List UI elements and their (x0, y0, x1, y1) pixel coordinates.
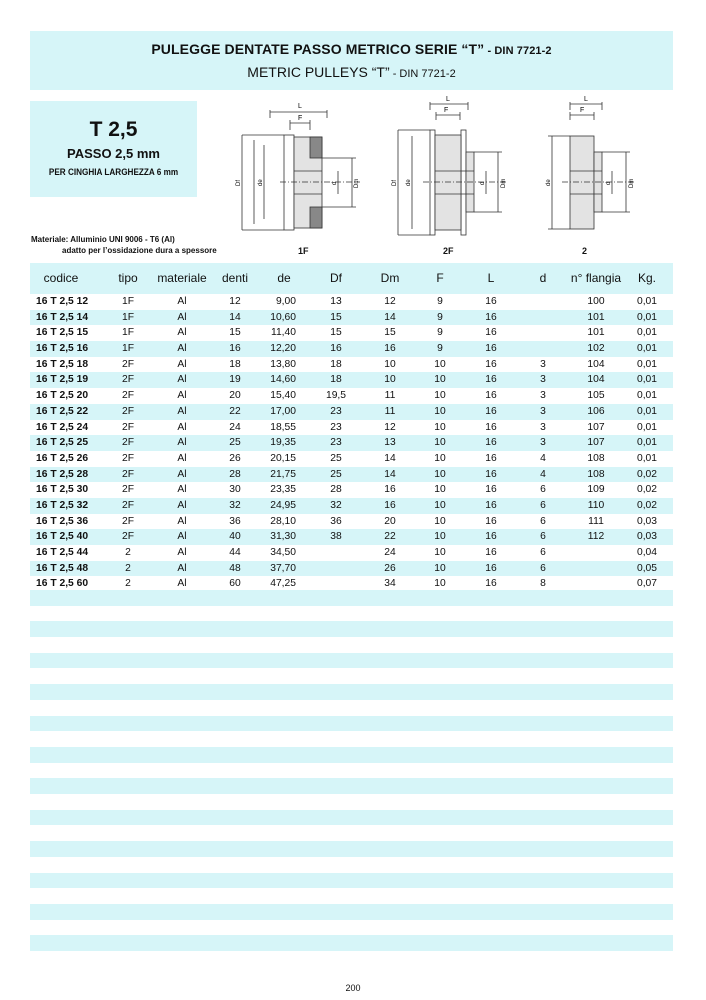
table-header-row (30, 263, 673, 294)
cell-flangia: 109 (587, 484, 605, 496)
dim-l-label: L (298, 103, 302, 110)
cell-materiale: Al (177, 452, 187, 464)
cell-l: 16 (485, 484, 497, 496)
cell-tipo: 2F (121, 390, 135, 402)
cell-tipo: 2F (121, 452, 135, 464)
cell-materiale: Al (177, 374, 187, 386)
cell-denti: 16 (229, 343, 241, 355)
cell-materiale: Al (177, 343, 187, 355)
table-row (30, 467, 673, 483)
cell-l: 16 (485, 452, 497, 464)
cell-dm: 14 (384, 311, 396, 323)
empty-row-band (30, 684, 673, 700)
cell-de: 47,25 (270, 578, 296, 590)
empty-row-band (30, 935, 673, 951)
cell-l: 16 (485, 562, 497, 574)
pulley-2-diagram (530, 90, 640, 245)
cell-denti: 36 (229, 515, 241, 527)
cell-de: 20,15 (270, 452, 296, 464)
cell-codice: 16 T 2,5 18 (36, 358, 89, 370)
cell-l: 16 (485, 374, 497, 386)
pulley-2f-diagram (388, 90, 513, 245)
cell-f: 10 (434, 358, 446, 370)
cell-d: 6 (540, 562, 546, 574)
cell-dm: 15 (384, 327, 396, 339)
dim-d-label: d (332, 181, 338, 185)
cell-f: 10 (434, 515, 446, 527)
material-line-1: Materiale: Alluminio UNI 9006 - T6 (Al) (31, 235, 175, 244)
cell-tipo: 2F (121, 374, 135, 386)
cell-tipo: 2F (121, 421, 135, 433)
cell-df: 15 (330, 311, 342, 323)
page-header (30, 31, 673, 90)
table-row (30, 545, 673, 561)
cell-materiale: Al (177, 437, 187, 449)
drawing-label-2: 2 (582, 246, 588, 256)
cell-l: 16 (485, 327, 497, 339)
cell-codice: 16 T 2,5 15 (36, 327, 89, 339)
cell-denti: 48 (229, 562, 241, 574)
dim-df-label: Df (392, 180, 398, 186)
cell-df: 16 (330, 343, 342, 355)
cell-materiale: Al (177, 390, 187, 402)
cell-f: 10 (434, 468, 446, 480)
cell-tipo: 1F (121, 311, 135, 323)
table-row (30, 435, 673, 451)
cell-denti: 28 (229, 468, 241, 480)
cell-codice: 16 T 2,5 20 (36, 390, 89, 402)
cell-denti: 40 (229, 531, 241, 543)
dim-de-label: de (406, 179, 412, 186)
cell-kg: 0,03 (636, 515, 658, 527)
cell-df: 25 (330, 452, 342, 464)
cell-d: 8 (540, 578, 546, 590)
cell-d: 3 (540, 374, 546, 386)
pulley-pitch: PASSO 2,5 mm (67, 146, 160, 161)
table-body (30, 294, 673, 592)
cell-flangia: 102 (587, 343, 605, 355)
cell-l: 16 (485, 390, 497, 402)
cell-df: 23 (330, 437, 342, 449)
cell-f: 10 (434, 437, 446, 449)
col-header-tipo: tipo (118, 271, 138, 285)
cell-dm: 12 (384, 296, 396, 307)
cell-df: 18 (330, 358, 342, 370)
col-header-kg: Kg. (637, 271, 656, 285)
cell-codice: 16 T 2,5 28 (36, 468, 89, 480)
cell-codice: 16 T 2,5 26 (36, 452, 89, 464)
dim-dm-label: Dm (354, 178, 360, 188)
cell-dm: 10 (384, 358, 396, 370)
cell-l: 16 (485, 311, 497, 323)
cell-l: 16 (485, 296, 497, 307)
cell-denti: 15 (229, 327, 241, 339)
cell-flangia: 111 (588, 515, 604, 527)
cell-codice: 16 T 2,5 32 (36, 499, 89, 511)
cell-f: 10 (434, 374, 446, 386)
cell-materiale: Al (177, 578, 187, 590)
cell-denti: 44 (229, 547, 241, 558)
cell-f: 10 (434, 452, 446, 464)
drawing-2f (388, 90, 513, 245)
col-header-codice: codice (43, 271, 79, 285)
cell-de: 12,20 (270, 343, 296, 355)
cell-d: 3 (540, 390, 546, 402)
cell-denti: 22 (229, 405, 241, 417)
dim-dm-label: Dm (501, 178, 507, 188)
cell-f: 10 (434, 421, 446, 433)
cell-l: 16 (485, 343, 497, 355)
cell-de: 37,70 (270, 562, 296, 574)
cell-df: 23 (330, 405, 342, 417)
cell-kg: 0,01 (636, 390, 658, 402)
cell-tipo: 2F (121, 437, 135, 449)
cell-kg: 0,01 (636, 358, 658, 370)
empty-row-band (30, 778, 673, 794)
cell-kg: 0,03 (636, 531, 658, 543)
empty-row-band (30, 841, 673, 857)
table-row (30, 372, 673, 388)
cell-f: 9 (437, 311, 443, 323)
table-row (30, 529, 673, 545)
table-row (30, 561, 673, 577)
cell-tipo: 1F (121, 327, 135, 339)
cell-tipo: 2 (125, 578, 131, 590)
cell-dm: 11 (384, 390, 396, 402)
cell-de: 24,95 (270, 499, 296, 511)
cell-denti: 24 (229, 421, 241, 433)
cell-f: 9 (437, 327, 443, 339)
empty-row-band (30, 747, 673, 763)
cell-codice: 16 T 2,5 36 (36, 515, 89, 527)
col-header-l: L (487, 271, 495, 285)
dim-l-label: L (584, 96, 588, 103)
page-number: 200 (345, 983, 361, 993)
cell-kg: 0,01 (636, 437, 658, 449)
cell-denti: 18 (229, 358, 241, 370)
cell-df: 15 (330, 327, 342, 339)
cell-de: 31,30 (270, 531, 296, 543)
empty-row-band (30, 653, 673, 669)
cell-d: 3 (540, 405, 546, 417)
cell-flangia: 104 (587, 358, 605, 370)
pulley-table (30, 263, 673, 592)
cell-flangia: 104 (587, 374, 605, 386)
cell-de: 21,75 (270, 468, 296, 480)
cell-de: 10,60 (270, 311, 296, 323)
dim-dm-label: Dm (629, 178, 635, 188)
cell-df: 13 (330, 296, 342, 307)
cell-flangia: 106 (587, 405, 605, 417)
col-header-denti: denti (221, 271, 249, 285)
cell-df: 19,5 (325, 390, 347, 402)
cell-d: 3 (540, 421, 546, 433)
cell-df: 18 (330, 374, 342, 386)
col-header-f: F (436, 271, 444, 285)
cell-flangia: 107 (587, 421, 605, 433)
cell-dm: 24 (384, 547, 396, 558)
dim-de-label: de (546, 179, 552, 186)
cell-d: 6 (540, 531, 546, 543)
cell-de: 13,80 (270, 358, 296, 370)
cell-materiale: Al (177, 358, 187, 370)
cell-kg: 0,01 (636, 405, 658, 417)
belt-width: PER CINGHIA LARGHEZZA 6 mm (48, 167, 179, 178)
pulley-1f-diagram (232, 90, 367, 245)
table-row (30, 482, 673, 498)
drawing-1f (232, 90, 367, 245)
cell-flangia: 101 (587, 311, 605, 323)
cell-denti: 20 (229, 390, 241, 402)
cell-l: 16 (485, 437, 497, 449)
cell-d: 3 (540, 437, 546, 449)
table-row (30, 498, 673, 514)
empty-row-band (30, 590, 673, 606)
cell-f: 10 (434, 390, 446, 402)
dim-f-label: F (580, 107, 585, 114)
cell-d: 6 (540, 547, 546, 558)
dim-l-label: L (446, 96, 450, 103)
dim-df-label: Df (236, 180, 242, 186)
cell-kg: 0,01 (636, 296, 658, 307)
cell-tipo: 2F (121, 468, 135, 480)
cell-denti: 30 (229, 484, 241, 496)
cell-de: 18,55 (270, 421, 296, 433)
cell-de: 28,10 (270, 515, 296, 527)
material-line-2: adatto per l’ossidazione dura a spessore (62, 246, 217, 255)
dim-de-label: de (258, 179, 264, 186)
cell-denti: 19 (229, 374, 241, 386)
cell-dm: 16 (384, 499, 396, 511)
cell-l: 16 (485, 358, 497, 370)
cell-materiale: Al (177, 515, 187, 527)
cell-tipo: 2F (121, 405, 135, 417)
spec-box (30, 101, 197, 197)
cell-denti: 12 (229, 296, 241, 307)
cell-tipo: 2 (125, 562, 131, 574)
cell-dm: 14 (384, 468, 396, 480)
cell-codice: 16 T 2,5 19 (36, 374, 89, 386)
cell-df: 38 (330, 531, 342, 543)
col-header-d: d (539, 271, 547, 285)
cell-tipo: 2F (121, 531, 135, 543)
cell-d: 6 (540, 484, 546, 496)
cell-de: 14,60 (270, 374, 296, 386)
cell-kg: 0,01 (636, 327, 658, 339)
cell-tipo: 2F (121, 515, 135, 527)
cell-kg: 0,05 (636, 562, 658, 574)
col-header-materiale: materiale (157, 271, 207, 285)
cell-materiale: Al (177, 499, 187, 511)
cell-f: 10 (434, 499, 446, 511)
page-title: PULEGGE DENTATE PASSO METRICO SERIE “T” - DIN 7721-2 (151, 41, 552, 57)
cell-codice: 16 T 2,5 25 (36, 437, 89, 449)
drawing-label-1f: 1F (298, 246, 309, 256)
empty-row-band (30, 904, 673, 920)
table-row (30, 388, 673, 404)
table-row (30, 357, 673, 373)
cell-materiale: Al (177, 421, 187, 433)
cell-denti: 25 (229, 437, 241, 449)
cell-denti: 26 (229, 452, 241, 464)
cell-de: 11,40 (270, 327, 296, 339)
cell-kg: 0,01 (636, 452, 658, 464)
cell-materiale: Al (177, 531, 187, 543)
cell-l: 16 (485, 468, 497, 480)
cell-flangia: 112 (587, 531, 605, 543)
cell-l: 16 (485, 531, 497, 543)
cell-kg: 0,04 (636, 547, 658, 558)
drawing-2 (530, 90, 640, 245)
cell-materiale: Al (177, 296, 187, 307)
cell-flangia: 108 (587, 452, 605, 464)
dim-f-label: F (444, 107, 449, 114)
pulley-type: T 2,5 (89, 118, 138, 141)
cell-flangia: 100 (587, 296, 605, 307)
cell-l: 16 (485, 515, 497, 527)
cell-de: 34,50 (270, 547, 296, 558)
cell-l: 16 (485, 547, 497, 558)
cell-dm: 22 (384, 531, 396, 543)
cell-codice: 16 T 2,5 60 (36, 578, 89, 590)
cell-flangia: 107 (587, 437, 605, 449)
cell-de: 15,40 (270, 390, 296, 402)
cell-f: 10 (434, 531, 446, 543)
drawing-label-2f: 2F (443, 246, 454, 256)
table-row (30, 325, 673, 341)
cell-tipo: 2 (125, 547, 131, 558)
cell-codice: 16 T 2,5 22 (36, 405, 89, 417)
cell-df: 36 (330, 515, 342, 527)
cell-dm: 26 (384, 562, 396, 574)
empty-row-band (30, 621, 673, 637)
cell-denti: 60 (229, 578, 241, 590)
cell-df: 32 (330, 499, 342, 511)
table-row (30, 341, 673, 357)
cell-dm: 20 (384, 515, 396, 527)
table-row (30, 420, 673, 436)
dim-f-label: F (298, 115, 303, 122)
cell-d: 6 (540, 499, 546, 511)
table-row (30, 514, 673, 530)
col-header-df: Df (330, 271, 342, 285)
cell-f: 10 (434, 578, 446, 590)
cell-codice: 16 T 2,5 14 (36, 311, 89, 323)
cell-denti: 14 (229, 311, 241, 323)
cell-codice: 16 T 2,5 30 (36, 484, 89, 496)
cell-kg: 0,02 (636, 468, 658, 480)
cell-d: 3 (540, 358, 546, 370)
cell-kg: 0,01 (636, 421, 658, 433)
cell-flangia: 105 (587, 390, 605, 402)
cell-dm: 16 (384, 343, 396, 355)
cell-f: 10 (434, 562, 446, 574)
cell-d: 4 (540, 452, 546, 464)
empty-row-band (30, 716, 673, 732)
cell-kg: 0,02 (636, 499, 658, 511)
table-row (30, 310, 673, 326)
cell-f: 10 (434, 484, 446, 496)
cell-tipo: 1F (121, 296, 135, 307)
cell-codice: 16 T 2,5 40 (36, 531, 89, 543)
cell-df: 23 (330, 421, 342, 433)
cell-f: 10 (434, 405, 446, 417)
cell-kg: 0,01 (636, 311, 658, 323)
col-header-flangia: n° flangia (570, 271, 622, 285)
cell-materiale: Al (177, 405, 187, 417)
cell-tipo: 2F (121, 499, 135, 511)
cell-dm: 14 (384, 452, 396, 464)
cell-de: 17,00 (270, 405, 296, 417)
cell-kg: 0,01 (636, 343, 658, 355)
cell-de: 19,35 (270, 437, 296, 449)
empty-row-band (30, 873, 673, 889)
col-header-de: de (277, 271, 291, 285)
cell-codice: 16 T 2,5 16 (36, 343, 89, 355)
cell-f: 10 (434, 547, 446, 558)
cell-f: 9 (437, 296, 443, 307)
cell-dm: 34 (384, 578, 396, 590)
cell-flangia: 101 (587, 327, 605, 339)
cell-codice: 16 T 2,5 44 (36, 547, 89, 558)
dim-d-label: d (480, 181, 486, 185)
cell-dm: 16 (384, 484, 396, 496)
cell-d: 6 (540, 515, 546, 527)
cell-codice: 16 T 2,5 24 (36, 421, 89, 433)
table-row (30, 451, 673, 467)
cell-de: 23,35 (270, 484, 296, 496)
cell-f: 9 (437, 343, 443, 355)
empty-row-band (30, 810, 673, 826)
cell-flangia: 110 (587, 499, 605, 511)
cell-kg: 0,07 (636, 578, 658, 590)
cell-materiale: Al (177, 562, 187, 574)
cell-materiale: Al (177, 468, 187, 480)
cell-l: 16 (485, 405, 497, 417)
page-subtitle: METRIC PULLEYS “T” - DIN 7721-2 (247, 64, 456, 80)
cell-flangia: 108 (587, 468, 605, 480)
cell-codice: 16 T 2,5 48 (36, 562, 89, 574)
cell-df: 25 (330, 468, 342, 480)
cell-l: 16 (485, 578, 497, 590)
cell-denti: 32 (229, 499, 241, 511)
dim-d-label: d (606, 181, 612, 185)
cell-de: 9,00 (275, 296, 296, 307)
table-row (30, 404, 673, 420)
cell-dm: 12 (384, 421, 396, 433)
cell-tipo: 1F (121, 343, 135, 355)
cell-kg: 0,01 (636, 374, 658, 386)
cell-kg: 0,02 (636, 484, 658, 496)
cell-d: 4 (540, 468, 546, 480)
cell-codice: 16 T 2,5 12 (36, 296, 89, 307)
cell-materiale: Al (177, 327, 187, 339)
cell-df: 28 (330, 484, 342, 496)
cell-dm: 11 (384, 405, 396, 417)
cell-materiale: Al (177, 311, 187, 323)
col-header-dm: Dm (380, 271, 400, 285)
cell-materiale: Al (177, 547, 187, 558)
cell-tipo: 2F (121, 358, 135, 370)
table-row (30, 294, 673, 310)
cell-l: 16 (485, 421, 497, 433)
cell-l: 16 (485, 499, 497, 511)
cell-materiale: Al (177, 484, 187, 496)
cell-tipo: 2F (121, 484, 135, 496)
cell-dm: 10 (384, 374, 396, 386)
cell-dm: 13 (384, 437, 396, 449)
